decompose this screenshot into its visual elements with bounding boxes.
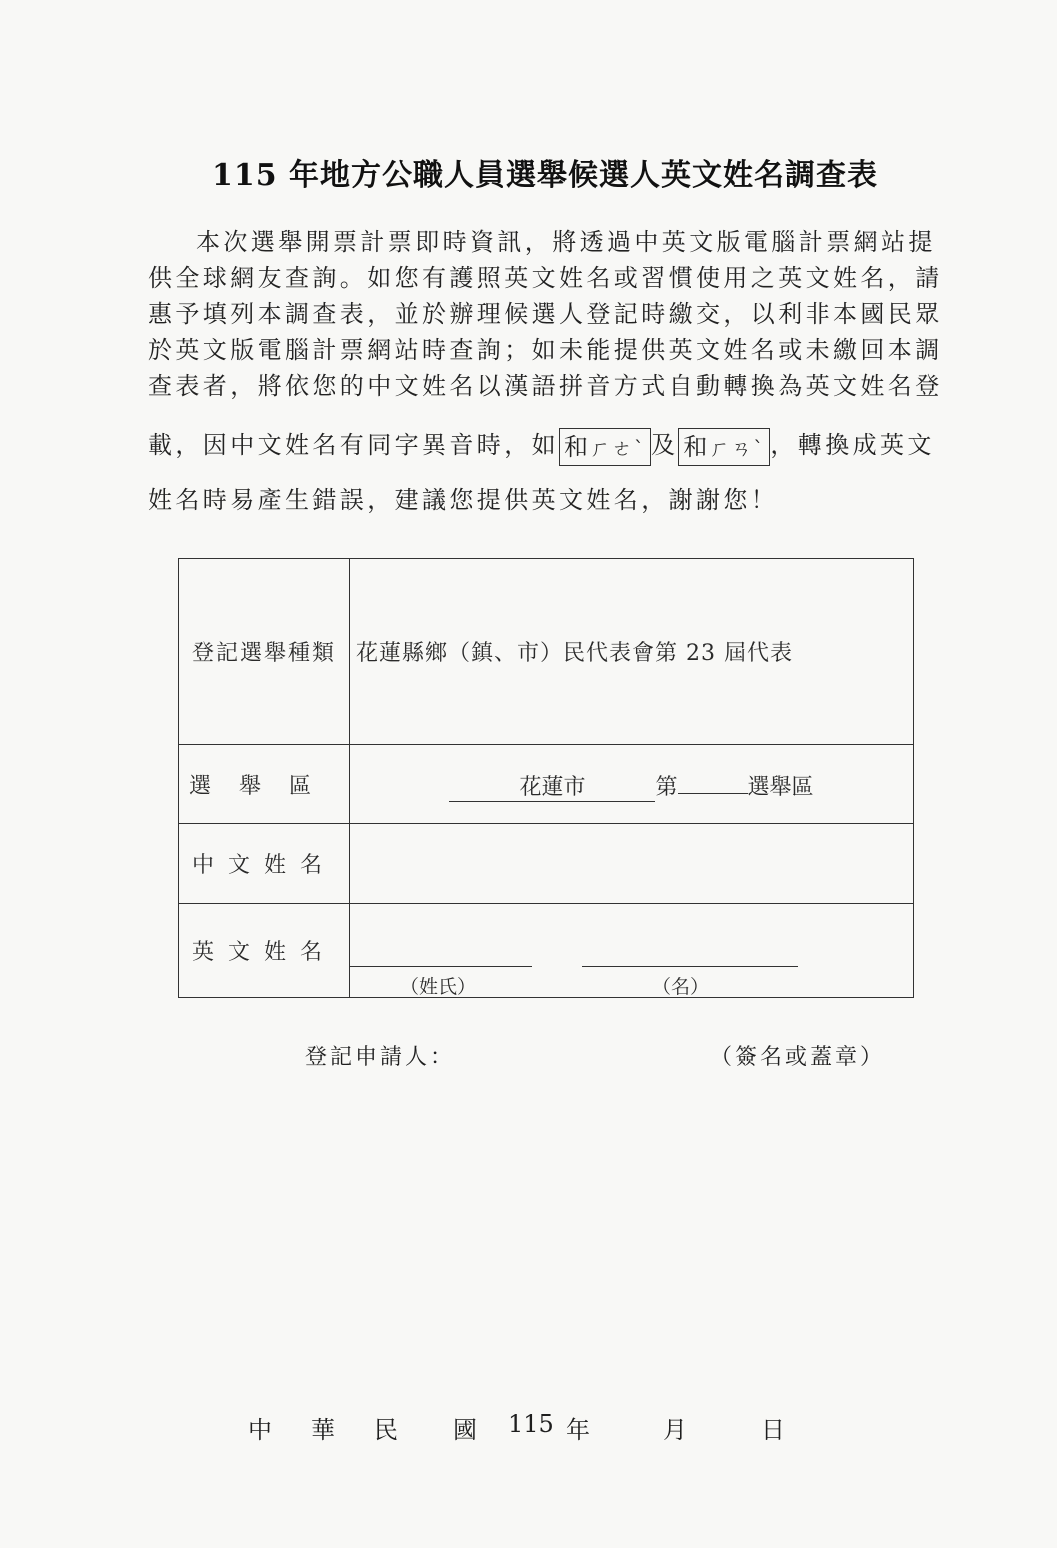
given-name-blank[interactable] [582,966,798,967]
date-month-suffix: 月 [663,1416,687,1444]
election-type-value: 花蓮縣鄉（鎮、市）民代表會第 23 屆代表 [350,559,914,745]
district-label: 選舉區 [179,745,350,823]
intro-line-6-text-b: 及 [651,431,679,459]
election-type-label: 登記選舉種類 [179,559,350,745]
table-row [179,823,914,903]
applicant-label: 登記申請人： [305,1045,456,1070]
intro-line-5: 查表者，將依您的中文姓名以漢語拼音方式自動轉換為英文姓名登 [148,372,943,400]
chinese-name-label: 中文姓名 [179,823,350,903]
date-char-min: 民 [374,1416,398,1444]
english-name-field [350,903,914,997]
intro-line-3: 惠予填列本調查表，並於辦理候選人登記時繳交，以利非本國民眾 [148,300,943,328]
example-char: 和 [683,432,710,461]
surname-blank[interactable] [350,966,532,967]
intro-line-6-text-c: ，轉換成英文 [770,431,935,459]
district-number-blank[interactable] [678,767,748,794]
zhuyin-example-he [559,428,651,466]
example-char: 和 [564,432,590,461]
intro-line-4: 於英文版電腦計票網站時查詢；如未能提供英文姓名或未繳回本調 [148,336,943,364]
intro-line-2: 供全球網友查詢。如您有護照英文姓名或習慣使用之英文姓名，請 [148,264,943,292]
table-row [179,745,914,823]
date-char-guo: 國 [453,1416,477,1444]
intro-line-7: 姓名時易產生錯誤，建議您提供英文姓名，謝謝您！ [148,486,779,514]
page-title: 115 年地方公職人員選舉候選人英文姓名調查表 [211,158,879,193]
date-day-suffix: 日 [761,1416,785,1444]
date-char-hua: 華 [311,1416,335,1444]
date-year: 115 [508,1410,554,1438]
candidate-info-table [178,558,914,998]
district-city-blank[interactable]: 花蓮市 [449,775,655,802]
zhuyin-text: ㄏㄢˋ [709,435,766,460]
intro-line-6 [148,425,938,465]
date-year-suffix: 年 [566,1416,590,1444]
intro-line-6-text-a: 載，因中文姓名有同字異音時，如 [148,431,559,459]
zhuyin-example-han [678,428,770,466]
surname-caption: （姓氏） [400,975,477,998]
table-row [179,559,914,745]
signature-label: （簽名或蓋章） [710,1045,886,1070]
date-char-zhong: 中 [248,1416,272,1444]
zhuyin-text: ㄏㄜˋ [590,435,646,460]
english-name-label: 英文姓名 [179,903,350,997]
given-name-caption: （名） [652,975,710,998]
table-row [179,903,914,997]
district-field [350,745,914,823]
intro-line-1: 本次選舉開票計票即時資訊，將透過中英文版電腦計票網站提 [196,228,936,256]
chinese-name-field[interactable] [350,823,914,903]
district-di-text: 第 [655,774,678,800]
district-suffix-text: 選舉區 [747,774,814,800]
